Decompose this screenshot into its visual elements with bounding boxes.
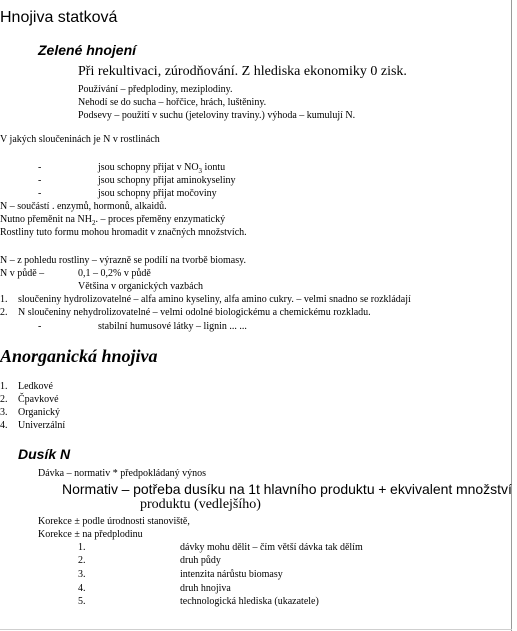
soil-n-item-2: N sloučeniny nehydrolizovatelné – velmi odolné biologickému a chemickému rozkladu. <box>18 307 371 318</box>
dusik-num-3: 3. <box>78 569 86 580</box>
nitrogen-note-1: N – součástí . enzymů, hormonů, alkaidů. <box>0 201 167 212</box>
dusik-dose: Dávka – normativ * předpokládaný výnos <box>38 468 207 479</box>
nitrogen-note-3: Rostliny tuto formu mohou hromadit v značných množstvích. <box>0 227 247 238</box>
dusik-korekce-1: Korekce ± podle úrodnosti stanoviště, <box>38 516 190 527</box>
soil-n-line-1: N – z pohledu rostliny – výrazně se podílí na tvorbě biomasy. <box>0 255 246 266</box>
dusik-num-4: 4. <box>78 583 86 594</box>
soil-n-num-1: 1. <box>0 294 8 305</box>
dusik-item-2: druh půdy <box>180 555 221 566</box>
nitrogen-item-2: jsou schopny přijat aminokyseliny <box>98 175 236 186</box>
nitrogen-question: V jakých sloučeninách je N v rostlinách <box>0 134 160 145</box>
dusik-normativ-line-2: produktu (vedlejšího) <box>140 497 261 512</box>
soil-n-label: N v půdě – <box>0 268 45 279</box>
heading-anorganicka-hnojiva: Anorganická hnojiva <box>0 346 158 366</box>
page-title: Hnojiva statková <box>0 9 118 26</box>
heading-dusik-n: Dusík N <box>18 446 71 462</box>
soil-n-item-1: sloučeniny hydrolizovatelné – alfa amino kyseliny, alfa amino cukry. – velmi snadno se rozkládají <box>18 294 411 305</box>
soil-n-line-3: Většina v organických vazbách <box>78 281 204 292</box>
bullet-dash: - <box>38 188 42 199</box>
anorg-item-2: Čpavkové <box>18 394 59 405</box>
dusik-item-1: dávky mohu dělit – čím větší dávka tak dělím <box>180 542 363 553</box>
dusik-normativ-line-1: Normativ – potřeba dusíku na 1t hlavního produktu + ekvivalent množství <box>62 481 512 497</box>
bullet-dash: - <box>38 175 42 186</box>
soil-n-sub-item: stabilní humusové látky – lignin ... ... <box>98 321 247 332</box>
dusik-item-3: intenzita nárůstu biomasy <box>180 569 283 580</box>
dusik-num-1: 1. <box>78 542 86 553</box>
page-edge-right <box>511 0 512 631</box>
dusik-korekce-2: Korekce ± na předplodinu <box>38 529 143 540</box>
page-edge-bottom <box>0 629 512 630</box>
nitrogen-item-1: jsou schopny přijat v $NO_3$ iontu <box>98 162 226 175</box>
green-line-3: Podsevy – použití v suchu (jeteloviny traviny.) výhoda – kumulují N. <box>78 110 356 121</box>
dusik-num-2: 2. <box>78 555 86 566</box>
dusik-item-4: druh hnojiva <box>180 583 231 594</box>
nitrogen-note-2: Nutno přeměnit na $NH_2$. – proces přeměny enzymatický <box>0 214 226 227</box>
heading-zelene-hnojeni: Zelené hnojení <box>38 42 137 58</box>
green-line-1: Používání – předplodiny, meziplodiny. <box>78 84 233 95</box>
anorg-num-4: 4. <box>0 420 8 431</box>
green-line-2: Nehodí se do sucha – hořčice, hrách, luštěniny. <box>78 97 267 108</box>
anorg-item-3: Organický <box>18 407 61 418</box>
anorg-num-3: 3. <box>0 407 8 418</box>
soil-n-num-2: 2. <box>0 307 8 318</box>
anorg-num-1: 1. <box>0 381 8 392</box>
bullet-dash: - <box>38 162 42 173</box>
soil-n-value: 0,1 – 0,2% v půdě <box>78 268 151 279</box>
anorg-num-2: 2. <box>0 394 8 405</box>
bullet-dash: - <box>38 321 42 332</box>
green-lead: Při rekultivaci, zúrodňování. Z hlediska ekonomiky 0 zisk. <box>78 64 407 79</box>
nitrogen-item-3: jsou schopny přijat močoviny <box>98 188 217 199</box>
anorg-item-1: Ledkové <box>18 381 53 392</box>
dusik-item-5: technologická hlediska (ukazatele) <box>180 596 319 607</box>
dusik-num-5: 5. <box>78 596 86 607</box>
anorg-item-4: Univerzální <box>18 420 66 431</box>
